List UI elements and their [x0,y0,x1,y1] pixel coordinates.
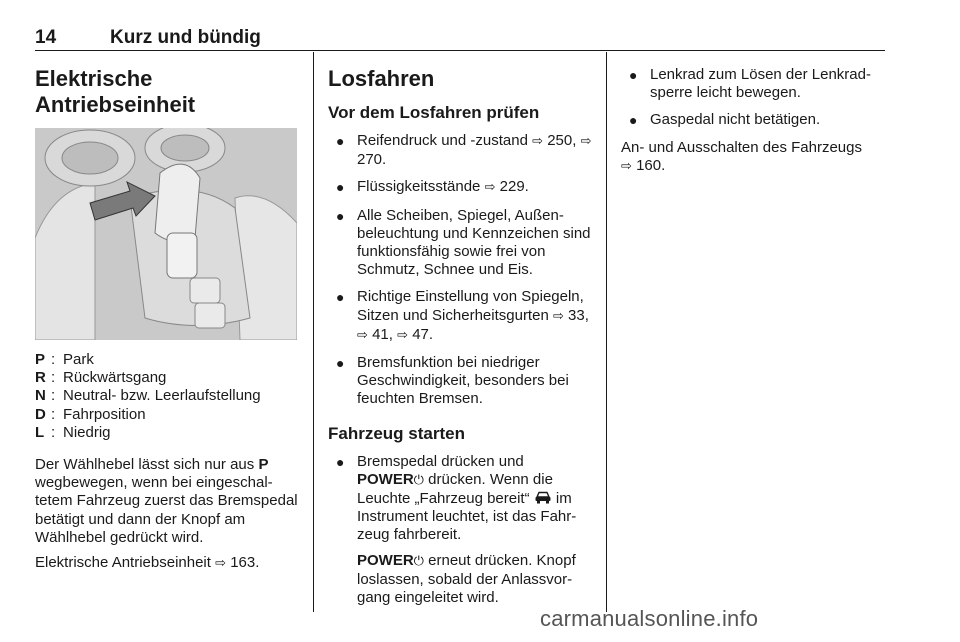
start-list [328,453,596,545]
legend-key: N [35,387,46,405]
subsection-heading: Vor dem Losfahren prüfen [328,103,540,122]
gear-legend [35,351,300,442]
list-item: ● Richtige Einstellung von Spiegeln, Sitzen und Sicherheitsgurten ⇨ 33, ⇨ 41, ⇨ 47. [336,288,589,343]
reference-arrow-icon: ⇨ [215,556,227,572]
list-item: ● Bremspedal drücken und POWER⏻ drücken. Wenn die Leuchte „Fahrzeug bereit“ im Instrument leuchtet, ist das Fahrzeug fahrbereit. [336,452,577,544]
page-header [35,26,885,51]
gear-selector-illustration [35,128,297,340]
bullet-icon: ● [629,67,638,83]
power-icon: ⏻ [413,553,424,569]
bullet-icon: ● [336,289,345,306]
cross-reference-paragraph: An- und Ausschalten des Fahrzeugs ⇨ 160. [621,138,862,174]
bullet-icon: ● [629,112,638,129]
selector-paragraph: Der Wählhebel lässt sich nur aus P wegbewegen, wenn bei eingeschaltetem Fahrzeug zuerst das Bremspedal betätigt und dann der Knopf am Wählhebel gedrückt wird. [35,456,298,546]
legend-text: Fahrposition [63,405,146,423]
list-item: ● Reifendruck und -zustand ⇨ 250, ⇨ 270. [336,132,592,169]
legend-sep: : [51,405,56,423]
bullet-icon: ● [336,207,345,224]
reference-arrow-icon: ⇨ [357,327,368,343]
reference-arrow-icon: ⇨ [552,308,564,324]
legend-key: P [35,351,46,368]
legend-sep: : [51,369,56,387]
legend-text: Park [63,351,94,368]
section-heading: Losfahren [328,66,435,91]
list-item: ● Alle Scheiben, Spiegel, Außenbeleuchtung und Kennzeichen sind funktionsfähig sowie frei von Schmutz, Schnee und Eis. [336,206,591,279]
legend-sep: : [51,387,56,405]
bullet-icon: ● [336,179,345,196]
vehicle-ready-icon [534,491,552,504]
bullet-icon: ● [336,355,345,372]
column-1 [35,52,300,580]
column-2 [328,52,596,614]
legend-sep: : [51,423,56,441]
list-item: ● Lenkrad zum Lösen der Lenkradsperre leicht bewegen. [629,66,871,102]
legend-key: D [35,405,46,423]
power-icon: ⏻ [413,472,424,488]
legend-text: Rückwärtsgang [63,369,167,387]
reference-arrow-icon: ⇨ [532,134,544,149]
legend-sep: : [51,351,56,368]
cross-reference-paragraph: Elektrische Antriebseinheit ⇨ 163. [35,554,260,572]
page-title: Kurz und bündig [110,27,261,48]
watermark: carmanualsonline.info [540,606,759,631]
reference-arrow-icon: ⇨ [484,180,496,196]
start-list-continued [621,66,889,130]
list-item: ● Bremsfunktion bei niedriger Geschwindigkeit, besonders bei feuchten Bremsen. [336,354,569,408]
reference-arrow-icon: ⇨ [621,158,632,174]
list-item: ● Flüssigkeitsstände ⇨ 229. [336,178,529,196]
subsection-heading: Fahrzeug starten [328,423,465,443]
legend-text: Neutral- bzw. Leerlaufstellung [63,387,261,405]
column-divider [313,52,314,612]
power-paragraph: POWER⏻ erneut drücken. Knopf loslassen, sobald der Anlassvorgang eingeleitet wird. [357,551,576,607]
bullet-icon: ● [336,453,345,470]
reference-arrow-icon: ⇨ [580,134,592,149]
bullet-icon: ● [336,133,345,149]
column-divider [606,52,607,612]
check-list [328,132,596,409]
legend-text: Niedrig [63,423,111,441]
section-heading: Elektrische Antriebseinheit [35,66,196,117]
legend-key: R [35,369,46,387]
list-item: ● Gaspedal nicht betätigen. [629,111,821,129]
column-3 [621,66,889,183]
legend-key: L [35,423,45,441]
reference-arrow-icon: ⇨ [397,327,409,343]
page-number: 14 [35,27,57,48]
